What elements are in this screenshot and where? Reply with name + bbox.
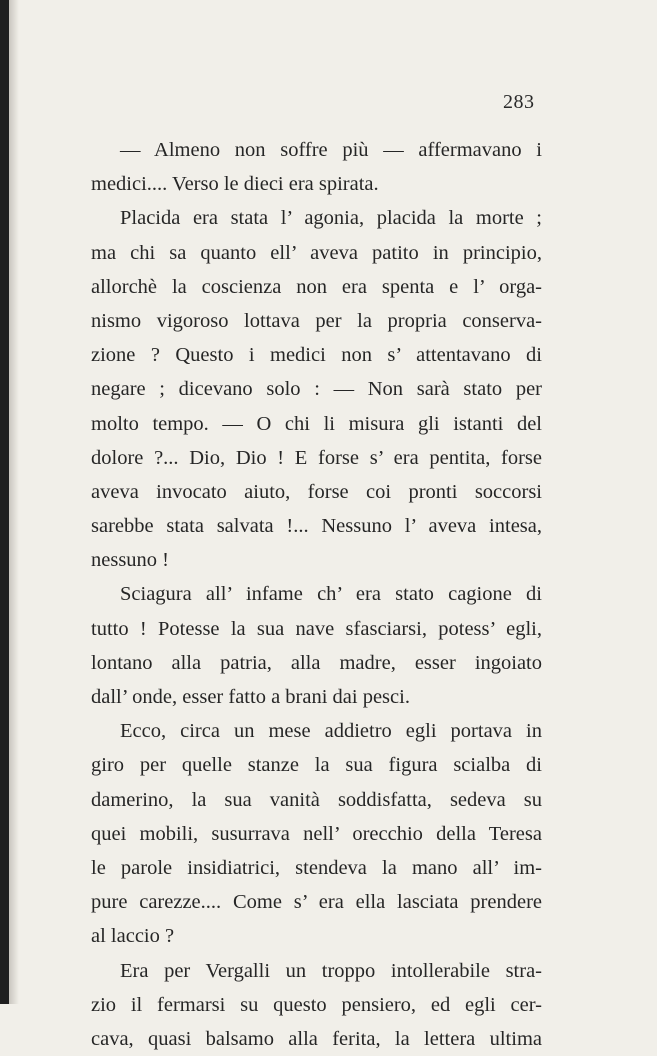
page-number: 283 xyxy=(503,91,535,113)
text-line: Sciagura all’ infame ch’ era stato cagione di xyxy=(120,583,542,606)
text-line: dolore ?... Dio, Dio ! E forse s’ era pentita, forse xyxy=(91,446,542,469)
text-line: dall’ onde, esser fatto a brani dai pesci. xyxy=(91,686,410,708)
text-line: aveva invocato aiuto, forse coi pronti soccorsi xyxy=(91,480,542,503)
text-line: Era per Vergalli un troppo intollerabile stra- xyxy=(120,959,542,982)
page-binding-shadow xyxy=(9,0,19,1004)
text-line: le parole insidiatrici, stendeva la mano all’ im- xyxy=(91,856,542,879)
text-line: sarebbe stata salvata !... Nessuno l’ aveva intesa, xyxy=(91,515,542,538)
text-line: damerino, la sua vanità soddisfatta, sedeva su xyxy=(91,788,542,811)
text-line: al laccio ? xyxy=(91,925,175,948)
text-line: ma chi sa quanto ell’ aveva patito in principio, xyxy=(91,241,542,264)
text-line: medici.... Verso le dieci era spirata. xyxy=(91,173,379,196)
text-line: zione ? Questo i medici non s’ attentavano di xyxy=(91,344,542,367)
text-line: lontano alla patria, alla madre, esser ingoiato xyxy=(91,651,542,674)
text-line: allorchè la coscienza non era spenta e l’ orga- xyxy=(91,275,542,298)
text-line: quei mobili, susurrava nell’ orecchio della Teresa xyxy=(91,822,542,845)
body-text xyxy=(91,133,542,1056)
text-line: nismo vigoroso lottava per la propria conserva- xyxy=(91,309,542,332)
text-line: Ecco, circa un mese addietro egli portava in xyxy=(120,720,542,743)
text-line: Placida era stata l’ agonia, placida la morte ; xyxy=(120,207,542,230)
text-line: giro per quelle stanze la sua figura scialba di xyxy=(91,754,542,777)
text-line: tutto ! Potesse la sua nave sfasciarsi, potess’ egli, xyxy=(91,617,542,640)
text-line: nessuno ! xyxy=(91,549,170,572)
text-line: cava, quasi balsamo alla ferita, la lettera ultima xyxy=(91,1027,542,1050)
text-line: negare ; dicevano solo : — Non sarà stato per xyxy=(91,378,542,401)
text-line: molto tempo. — O chi li misura gli istanti del xyxy=(91,412,542,435)
page-binding-edge xyxy=(0,0,9,1004)
text-line: pure carezze.... Come s’ era ella lasciata prendere xyxy=(91,891,542,914)
text-line: — Almeno non soffre più — affermavano i xyxy=(120,139,542,161)
text-line: zio il fermarsi su questo pensiero, ed egli cer- xyxy=(91,993,542,1016)
